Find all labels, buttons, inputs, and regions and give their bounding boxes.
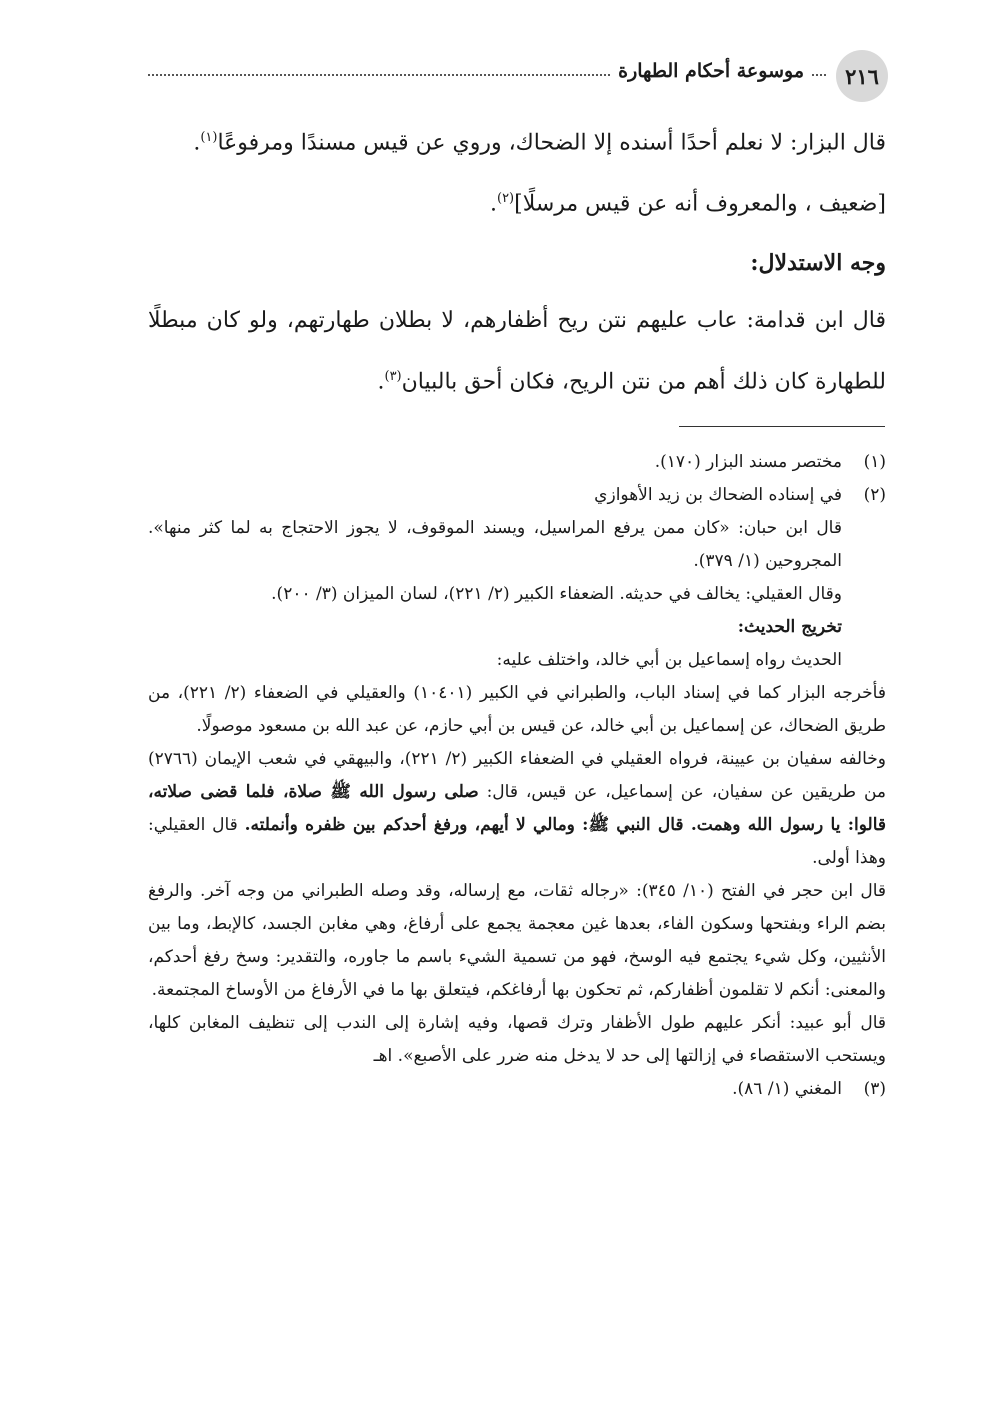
footnote-ref[interactable]: (١) [200, 130, 218, 145]
footnote-line: قال أبو عبيد: أنكر عليهم طول الأظفار وترك قصها، وفيه إشارة إلى الندب إلى تنظيف المغابن كلها، ويستحب الاستقصاء في إزالتها إلى حد لا يدخل منه ضرر على الأصبع». اهـ [148, 1013, 886, 1066]
footnote-line: فأخرجه البزار كما في إسناد الباب، والطبراني في الكبير (١٠٤٠١) والعقيلي في الضعفاء (٢/ ٢٢١)، من طريق الضحاك، عن إسماعيل بن أبي خالد، عن قيس بن أبي حازم، عن عبد الله بن مسعود موصولًا. [148, 683, 886, 736]
footnote-ref[interactable]: (٣) [384, 368, 402, 384]
footnotes [148, 446, 886, 1106]
paragraph: [ضعيف ، والمعروف أنه عن قيس مرسلًا]$^{(٢)}$. [489, 191, 886, 217]
footnote-line: وقال العقيلي: يخالف في حديثه. الضعفاء الكبير (٢/ ٢٢١)، لسان الميزان (٣/ ٢٠٠). [271, 584, 842, 604]
footnote: (١) مختصر مسند البزار (١٧٠). [148, 446, 886, 479]
footnote-line: وخالفه سفيان بن عيينة، فرواه العقيلي في الضعفاء الكبير (٢/ ٢٢١)، والبيهقي في شعب الإيمان (٢٧٦٦) من طريقين عن سفيان، عن إسماعيل، عن قيس، قال: صلى رسول الله ﷺ صلاة، فلما قضى صلاته، قالوا: يا رسول الله وهمت. قال النبي ﷺ: ومالي لا أيهم، ورفغ أحدكم بين ظفره وأنملته. قال العقيلي: وهذا أولى. [148, 749, 887, 868]
footnote-line: قال ابن حجر في الفتح (١٠/ ٣٤٥): «رجاله ثقات، مع إرساله، وقد وصله الطبراني من وجه آخر. والرفغ بضم الراء وبفتحها وسكون الفاء، بعدها غين معجمة يجمع على أرفاغ، وهي مغابن الجسد، كالإبط، وما بين الأنثيين، وكل شيء يجتمع فيه الوسخ، فهو من تسمية الشيء باسم ما جاوره، والتقدير: وسخ رفغ أحدكم، والمعنى: أنكم لا تقلمون أظفاركم، ثم تحكون بها أرفاغكم، فيتعلق بها ما في الأرفاغ من الأوساخ المجتمعة. [148, 881, 887, 1000]
main-text [148, 110, 886, 410]
footnote-separator [679, 426, 885, 427]
footnote-line: قال ابن حبان: «كان ممن يرفع المراسيل، ويسند الموقوف، لا يجوز الاحتجاج به لما كثر منها». المجروحين (١/ ٣٧٩). [148, 518, 842, 571]
footnote-ref[interactable]: (٢) [496, 191, 515, 207]
page-header [148, 50, 888, 100]
paragraph: قال ابن قدامة: عاب عليهم نتن ريح أظفارهم، لا بطلان طهارتهم، ولو كان مبطلًا للطهارة كان ذلك أهم من نتن الريح، فكان أحق بالبيان$^{(٣)}$. [148, 307, 886, 394]
page-number: ٢١٦ [836, 50, 888, 102]
footnote-number: (٢) [863, 485, 886, 505]
footnote-number: (٣) [863, 1079, 886, 1099]
paragraph: قال البزار: لا نعلم أحدًا أسنده إلا الضحاك، وروي عن قيس مسندًا ومرفوعًا$^{(١)}$. [193, 130, 886, 156]
footnote: (٢) في إسناده الضحاك بن زيد الأهوازي [148, 479, 886, 512]
footnote-line: الحديث رواه إسماعيل بن أبي خالد، واختلف عليه: [496, 650, 842, 670]
section-heading: وجه الاستدلال: [750, 249, 886, 276]
footnote: (٣) المغني (١/ ٨٦). [148, 1073, 886, 1106]
hadith-text: صلى رسول الله ﷺ صلاة، فلما قضى صلاته، قالوا: يا رسول الله وهمت. قال النبي ﷺ: ومالي لا أيهم، ورفغ أحدكم بين ظفره وأنملته. [148, 782, 887, 835]
book-title: موسوعة أحكام الطهارة [610, 60, 812, 82]
footnote-number: (١) [863, 452, 886, 472]
footnote-subheading: تخريج الحديث: [737, 617, 842, 637]
